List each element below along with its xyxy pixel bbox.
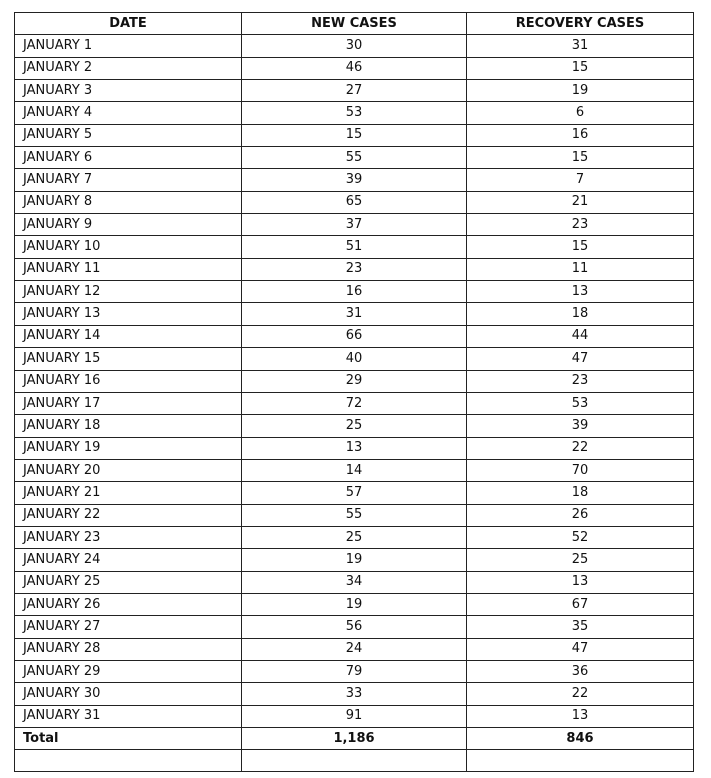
table-row (15, 102, 694, 124)
date-cell: JANUARY 4 (15, 102, 242, 124)
date-cell: JANUARY 11 (15, 258, 242, 280)
recovery-cases-cell: 13 (467, 281, 694, 303)
new-cases-cell: 31 (242, 303, 467, 325)
table-row (15, 169, 694, 191)
recovery-cases-cell: 70 (467, 459, 694, 481)
recovery-cases-cell: 67 (467, 593, 694, 615)
header-recovery-cases: RECOVERY CASES (467, 13, 694, 35)
total-new-cases: 1,186 (242, 728, 467, 750)
date-cell: JANUARY 31 (15, 705, 242, 727)
recovery-cases-cell: 36 (467, 660, 694, 682)
date-cell: JANUARY 13 (15, 303, 242, 325)
date-cell: JANUARY 26 (15, 593, 242, 615)
date-cell: JANUARY 18 (15, 415, 242, 437)
recovery-cases-cell: 47 (467, 638, 694, 660)
recovery-cases-cell: 22 (467, 437, 694, 459)
date-cell: JANUARY 22 (15, 504, 242, 526)
date-cell: JANUARY 24 (15, 549, 242, 571)
date-cell: JANUARY 29 (15, 660, 242, 682)
table-row (15, 593, 694, 615)
recovery-cases-cell: 16 (467, 124, 694, 146)
new-cases-cell: 25 (242, 526, 467, 548)
recovery-cases-cell: 11 (467, 258, 694, 280)
date-cell: JANUARY 15 (15, 348, 242, 370)
recovery-cases-cell: 47 (467, 348, 694, 370)
date-cell: JANUARY 16 (15, 370, 242, 392)
new-cases-cell: 23 (242, 258, 467, 280)
table-row (15, 392, 694, 414)
table-row (15, 348, 694, 370)
recovery-cases-cell: 18 (467, 482, 694, 504)
new-cases-cell: 25 (242, 415, 467, 437)
table-row (15, 683, 694, 705)
header-date: DATE (15, 13, 242, 35)
recovery-cases-cell: 25 (467, 549, 694, 571)
date-cell: JANUARY 30 (15, 683, 242, 705)
date-cell: JANUARY 14 (15, 325, 242, 347)
recovery-cases-cell: 15 (467, 236, 694, 258)
table-row (15, 482, 694, 504)
date-cell: JANUARY 28 (15, 638, 242, 660)
table-row (15, 705, 694, 727)
table-row (15, 80, 694, 102)
date-cell: JANUARY 2 (15, 57, 242, 79)
blank-row (15, 750, 694, 772)
recovery-cases-cell: 44 (467, 325, 694, 347)
date-cell: JANUARY 19 (15, 437, 242, 459)
cases-table-container (14, 12, 693, 772)
total-recovery-cases: 846 (467, 728, 694, 750)
recovery-cases-cell: 35 (467, 616, 694, 638)
new-cases-cell: 55 (242, 147, 467, 169)
table-row (15, 437, 694, 459)
table-row (15, 258, 694, 280)
recovery-cases-cell: 31 (467, 35, 694, 57)
new-cases-cell: 79 (242, 660, 467, 682)
date-cell: JANUARY 1 (15, 35, 242, 57)
recovery-cases-cell: 7 (467, 169, 694, 191)
date-cell: JANUARY 21 (15, 482, 242, 504)
table-row (15, 191, 694, 213)
header-new-cases: NEW CASES (242, 13, 467, 35)
new-cases-cell: 57 (242, 482, 467, 504)
total-label: Total (15, 728, 242, 750)
table-row (15, 370, 694, 392)
new-cases-cell: 19 (242, 549, 467, 571)
table-row (15, 124, 694, 146)
table-row (15, 616, 694, 638)
recovery-cases-cell: 23 (467, 214, 694, 236)
date-cell: JANUARY 10 (15, 236, 242, 258)
new-cases-cell: 14 (242, 459, 467, 481)
table-row (15, 147, 694, 169)
table-row (15, 638, 694, 660)
table-body (15, 35, 694, 728)
date-cell: JANUARY 5 (15, 124, 242, 146)
cases-table (14, 12, 694, 772)
table-row (15, 415, 694, 437)
new-cases-cell: 53 (242, 102, 467, 124)
recovery-cases-cell: 26 (467, 504, 694, 526)
new-cases-cell: 66 (242, 325, 467, 347)
new-cases-cell: 29 (242, 370, 467, 392)
date-cell: JANUARY 3 (15, 80, 242, 102)
recovery-cases-cell: 13 (467, 705, 694, 727)
table-row (15, 571, 694, 593)
table-row (15, 236, 694, 258)
new-cases-cell: 46 (242, 57, 467, 79)
recovery-cases-cell: 15 (467, 57, 694, 79)
blank-cell (467, 750, 694, 772)
date-cell: JANUARY 12 (15, 281, 242, 303)
new-cases-cell: 16 (242, 281, 467, 303)
table-row (15, 57, 694, 79)
recovery-cases-cell: 52 (467, 526, 694, 548)
table-row (15, 303, 694, 325)
table-row (15, 660, 694, 682)
new-cases-cell: 37 (242, 214, 467, 236)
date-cell: JANUARY 17 (15, 392, 242, 414)
new-cases-cell: 34 (242, 571, 467, 593)
new-cases-cell: 13 (242, 437, 467, 459)
recovery-cases-cell: 39 (467, 415, 694, 437)
table-row (15, 459, 694, 481)
table-row (15, 281, 694, 303)
date-cell: JANUARY 8 (15, 191, 242, 213)
date-cell: JANUARY 20 (15, 459, 242, 481)
recovery-cases-cell: 22 (467, 683, 694, 705)
new-cases-cell: 19 (242, 593, 467, 615)
new-cases-cell: 65 (242, 191, 467, 213)
table-row (15, 526, 694, 548)
table-row (15, 325, 694, 347)
date-cell: JANUARY 7 (15, 169, 242, 191)
table-row (15, 35, 694, 57)
recovery-cases-cell: 13 (467, 571, 694, 593)
new-cases-cell: 55 (242, 504, 467, 526)
table-row (15, 214, 694, 236)
new-cases-cell: 39 (242, 169, 467, 191)
new-cases-cell: 24 (242, 638, 467, 660)
date-cell: JANUARY 23 (15, 526, 242, 548)
total-row (15, 728, 694, 750)
date-cell: JANUARY 27 (15, 616, 242, 638)
new-cases-cell: 30 (242, 35, 467, 57)
blank-cell (242, 750, 467, 772)
recovery-cases-cell: 15 (467, 147, 694, 169)
table-row (15, 504, 694, 526)
date-cell: JANUARY 9 (15, 214, 242, 236)
new-cases-cell: 27 (242, 80, 467, 102)
new-cases-cell: 40 (242, 348, 467, 370)
new-cases-cell: 33 (242, 683, 467, 705)
table-row (15, 549, 694, 571)
new-cases-cell: 51 (242, 236, 467, 258)
new-cases-cell: 72 (242, 392, 467, 414)
recovery-cases-cell: 6 (467, 102, 694, 124)
new-cases-cell: 56 (242, 616, 467, 638)
date-cell: JANUARY 25 (15, 571, 242, 593)
new-cases-cell: 91 (242, 705, 467, 727)
header-row (15, 13, 694, 35)
recovery-cases-cell: 23 (467, 370, 694, 392)
recovery-cases-cell: 21 (467, 191, 694, 213)
recovery-cases-cell: 19 (467, 80, 694, 102)
blank-cell (15, 750, 242, 772)
new-cases-cell: 15 (242, 124, 467, 146)
recovery-cases-cell: 53 (467, 392, 694, 414)
recovery-cases-cell: 18 (467, 303, 694, 325)
date-cell: JANUARY 6 (15, 147, 242, 169)
